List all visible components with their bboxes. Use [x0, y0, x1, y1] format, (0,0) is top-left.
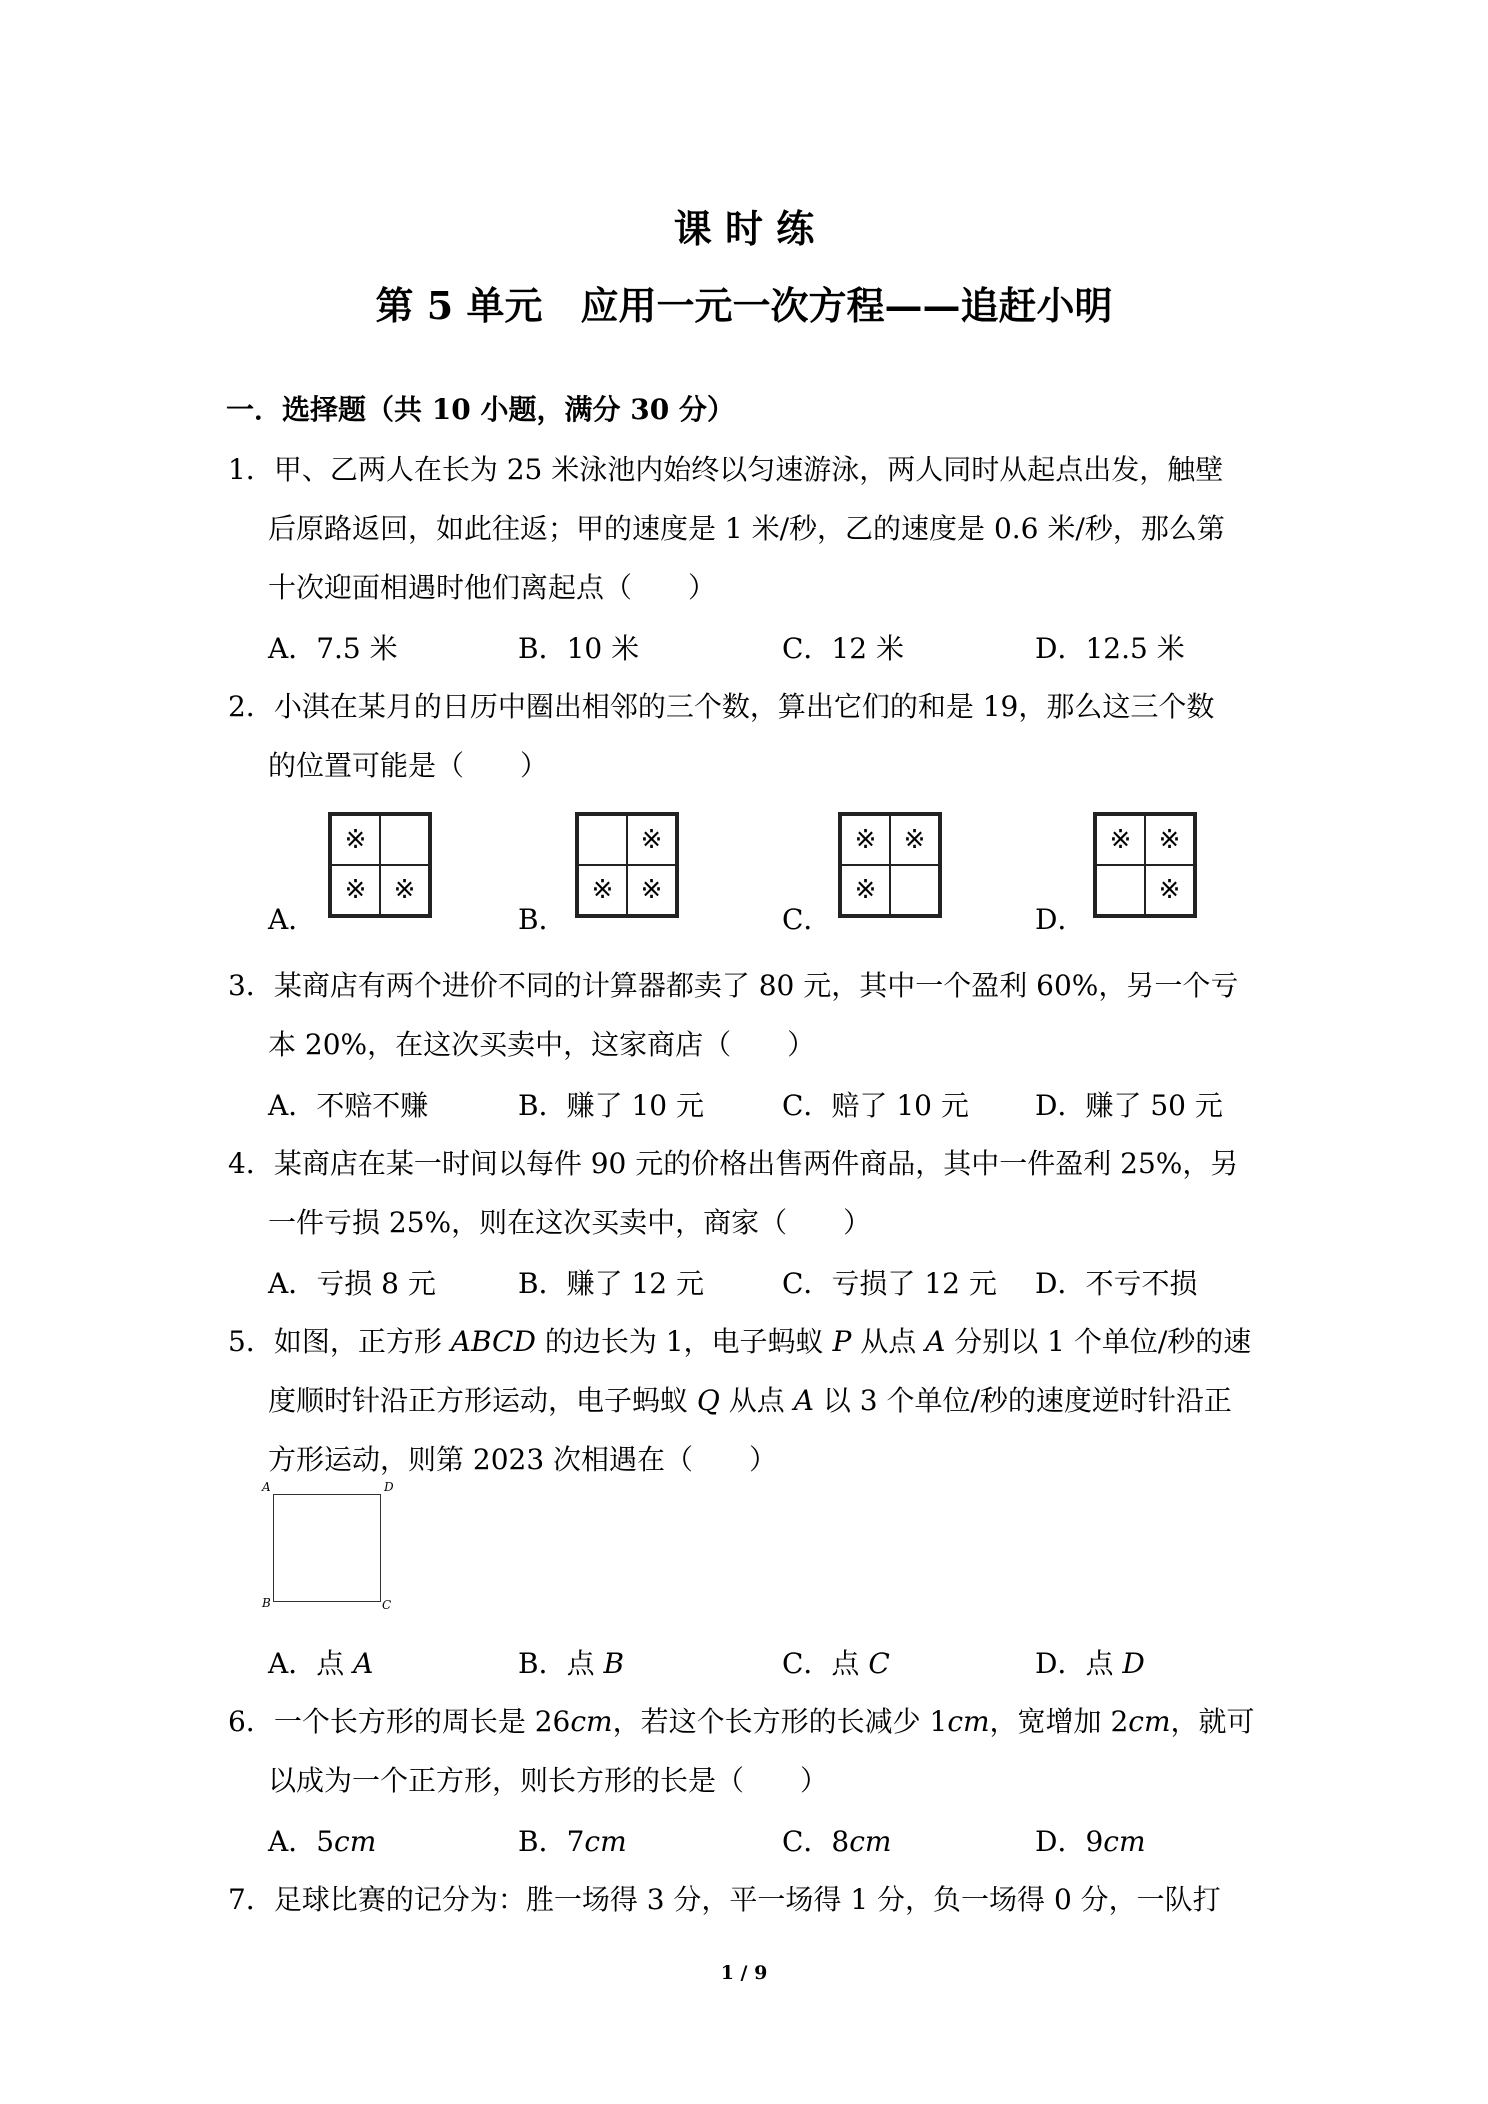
q6-opt-b-prefix: B．7: [518, 1825, 585, 1858]
q2-grid-c: [838, 812, 942, 918]
q1-line-3: 十次迎面相遇时他们离起点（ ）: [268, 571, 717, 604]
q5-l1-g: 分别以 1 个单位/秒的速: [945, 1325, 1252, 1358]
q2-option-b: B．: [518, 903, 567, 936]
q5-option-c: [782, 1642, 890, 1682]
grid-d-cell-tl: ※: [1096, 815, 1145, 865]
q3-option-d: D．赚了 50 元: [1035, 1089, 1223, 1122]
section-heading: 一．选择题（共 10 小题，满分 30 分）: [226, 393, 735, 426]
q6-l1-d: cm: [947, 1705, 990, 1738]
q1-option-c: C．12 米: [782, 632, 904, 665]
q3-line-2: 本 20%，在这次买卖中，这家商店（ ）: [268, 1028, 816, 1061]
q7-line-1: 7．足球比赛的记分为：胜一场得 3 分，平一场得 1 分，负一场得 0 分，一队打: [228, 1883, 1221, 1916]
q5-opt-b-value: B: [603, 1647, 625, 1680]
q6-opt-a-prefix: A．5: [268, 1825, 335, 1858]
label-d: D: [384, 1480, 394, 1494]
q5-line-3: 方形运动，则第 2023 次相遇在（ ）: [268, 1443, 778, 1476]
q3-option-a: A．不赔不赚: [268, 1089, 429, 1122]
q1-line-2: 后原路返回，如此往返；甲的速度是 1 米/秒，乙的速度是 0.6 米/秒，那么第: [268, 512, 1225, 545]
label-c: C: [382, 1598, 392, 1612]
q2-grid-b: [575, 812, 679, 918]
unit-title: 第 5 单元 应用一元一次方程——追赶小明: [375, 283, 1113, 328]
page-title: 课 时 练: [673, 206, 815, 251]
q5-l1-e: 从点: [851, 1325, 926, 1358]
q5-l1-c: 的边长为 1，电子蚂蚁: [535, 1325, 833, 1358]
q5-l2-e: 以 3 个单位/秒的速度逆时针沿正: [813, 1384, 1232, 1417]
q2-grid-a: [328, 812, 432, 918]
grid-a-cell-tr: [380, 815, 429, 865]
q6-l1-f: cm: [1128, 1705, 1171, 1738]
q5-opt-a-value: A: [353, 1647, 374, 1680]
q5-opt-d-value: D: [1122, 1647, 1145, 1680]
q3-option-b: B．赚了 10 元: [518, 1089, 705, 1122]
q5-opt-c-prefix: C．点: [782, 1647, 869, 1680]
grid-d-cell-br: ※: [1145, 865, 1194, 915]
q5-l1-b: ABCD: [450, 1325, 536, 1358]
q5-opt-d-prefix: D．点: [1035, 1647, 1123, 1680]
q5-l2-b: Q: [696, 1384, 720, 1417]
q2-option-c: C．: [782, 903, 832, 936]
q1-option-a: A．7.5 米: [268, 632, 398, 665]
q6-option-a: [268, 1820, 376, 1860]
q5-opt-b-prefix: B．点: [518, 1647, 604, 1680]
q5-l1-a: 5．如图，正方形: [228, 1325, 451, 1358]
q6-l1-g: ，就可: [1170, 1705, 1255, 1738]
grid-b-cell-bl: ※: [578, 865, 627, 915]
q2-grid-d: [1093, 812, 1197, 918]
grid-b-cell-tl: [578, 815, 627, 865]
grid-b-cell-tr: ※: [627, 815, 676, 865]
q6-opt-d-prefix: D．9: [1035, 1825, 1104, 1858]
q6-line-2: 以成为一个正方形，则长方形的长是（ ）: [268, 1764, 829, 1797]
q4-option-d: D．不亏不损: [1035, 1267, 1198, 1300]
q6-opt-d-unit: cm: [1103, 1825, 1146, 1858]
q5-l1-f: A: [925, 1325, 946, 1358]
q5-line-1: [228, 1320, 1251, 1360]
label-b: B: [262, 1596, 271, 1610]
q6-opt-c-prefix: C．8: [782, 1825, 850, 1858]
q1-option-b: B．10 米: [518, 632, 640, 665]
q4-option-b: B．赚了 12 元: [518, 1267, 705, 1300]
grid-c-cell-tr: ※: [890, 815, 939, 865]
q6-l1-c: ，若这个长方形的长减少 1: [612, 1705, 948, 1738]
q3-line-1: 3．某商店有两个进价不同的计算器都卖了 80 元，其中一个盈利 60%，另一个亏: [228, 969, 1239, 1002]
q5-l1-d: P: [832, 1325, 852, 1358]
grid-a-cell-tl: ※: [331, 815, 380, 865]
q5-l2-d: A: [793, 1384, 814, 1417]
grid-a-cell-br: ※: [380, 865, 429, 915]
q5-l2-a: 度顺时针沿正方形运动，电子蚂蚁: [268, 1384, 697, 1417]
grid-a-cell-bl: ※: [331, 865, 380, 915]
grid-d-cell-tr: ※: [1145, 815, 1194, 865]
q2-line-1: 2．小淇在某月的日历中圈出相邻的三个数，算出它们的和是 19，那么这三个数: [228, 690, 1215, 723]
q2-option-a: A．: [268, 903, 317, 936]
q4-option-c: C．亏损了 12 元: [782, 1267, 997, 1300]
q5-square-figure: [260, 1480, 400, 1610]
q6-option-c: [782, 1820, 891, 1860]
q6-line-1: [228, 1700, 1255, 1740]
q4-line-1: 4．某商店在某一时间以每件 90 元的价格出售两件商品，其中一件盈利 25%，另: [228, 1147, 1239, 1180]
q4-option-a: A．亏损 8 元: [268, 1267, 436, 1300]
grid-c-cell-bl: ※: [841, 865, 890, 915]
q6-option-d: [1035, 1820, 1146, 1860]
q3-option-c: C．赔了 10 元: [782, 1089, 969, 1122]
q6-opt-a-unit: cm: [334, 1825, 377, 1858]
square-outline: [273, 1494, 381, 1602]
q6-l1-a: 6．一个长方形的周长是 26: [228, 1705, 571, 1738]
page-number: 1 / 9: [720, 1962, 768, 1984]
q1-option-d: D．12.5 米: [1035, 632, 1185, 665]
grid-c-cell-tl: ※: [841, 815, 890, 865]
q5-opt-c-value: C: [868, 1647, 890, 1680]
q5-option-b: [518, 1642, 624, 1682]
q6-opt-c-unit: cm: [849, 1825, 892, 1858]
q6-option-b: [518, 1820, 627, 1860]
q5-line-2: [268, 1379, 1232, 1419]
q5-option-a: [268, 1642, 373, 1682]
q4-line-2: 一件亏损 25%，则在这次买卖中，商家（ ）: [268, 1206, 872, 1239]
q5-opt-a-prefix: A．点: [268, 1647, 354, 1680]
q2-line-2: 的位置可能是（ ）: [268, 749, 549, 782]
q6-l1-e: ，宽增加 2: [989, 1705, 1129, 1738]
grid-b-cell-br: ※: [627, 865, 676, 915]
q6-opt-b-unit: cm: [584, 1825, 627, 1858]
label-a: A: [262, 1480, 271, 1494]
q5-option-d: [1035, 1642, 1145, 1682]
grid-c-cell-br: [890, 865, 939, 915]
q5-l2-c: 从点: [719, 1384, 794, 1417]
q6-l1-b: cm: [570, 1705, 613, 1738]
q1-line-1: 1．甲、乙两人在长为 25 米泳池内始终以匀速游泳，两人同时从起点出发，触壁: [228, 453, 1224, 486]
grid-d-cell-bl: [1096, 865, 1145, 915]
q2-option-d: D．: [1035, 903, 1086, 936]
